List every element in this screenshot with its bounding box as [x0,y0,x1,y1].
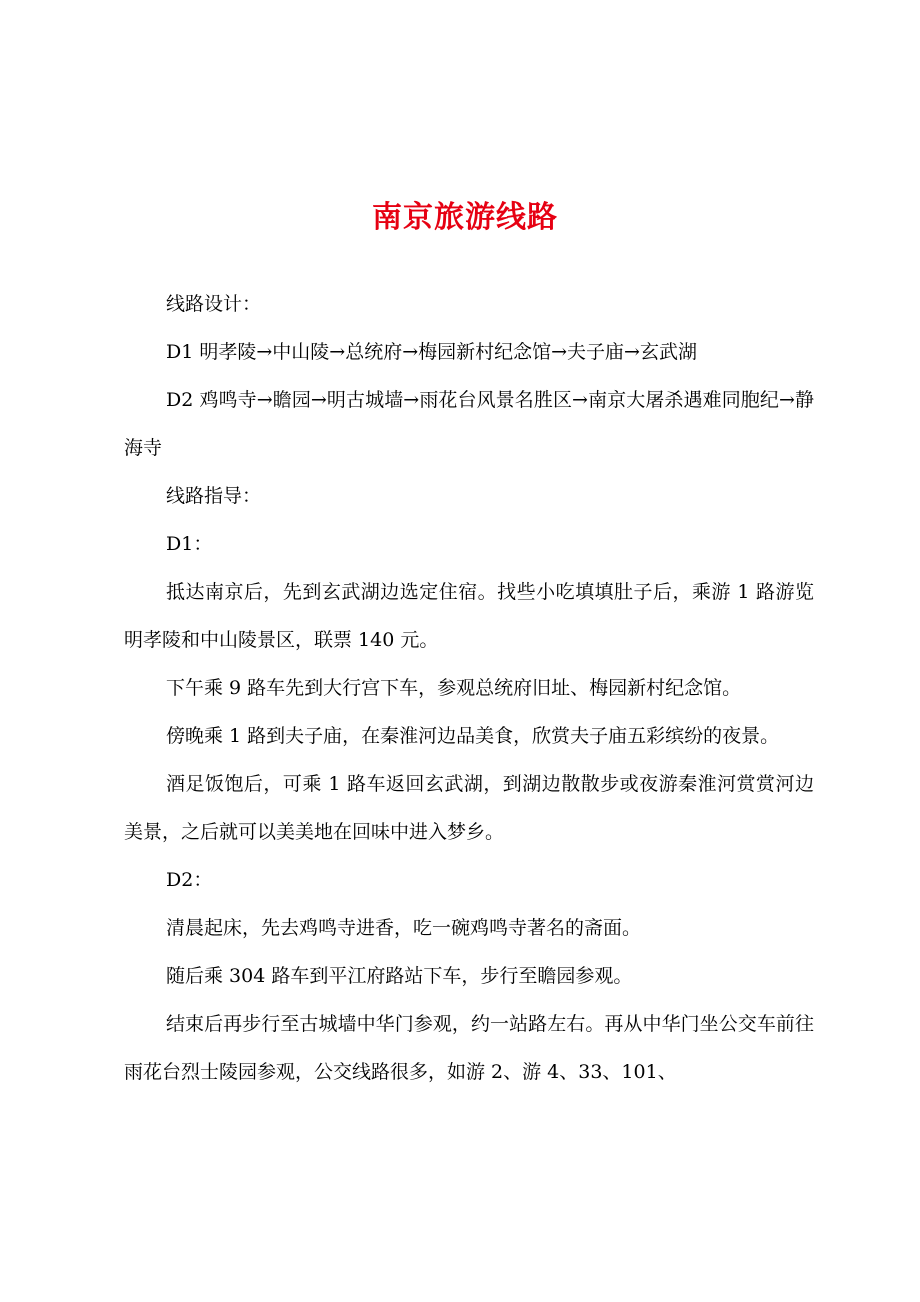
paragraph-day1-arrival: 抵达南京后，先到玄武湖边选定住宿。找些小吃填填肚子后，乘游 1 路游览明孝陵和中山陵景区，联票 140 元。 [124,581,814,651]
paragraph-day2-route: D2 鸡鸣寺→瞻园→明古城墙→雨花台风景名胜区→南京大屠杀遇难同胞纪→静海寺 [124,389,814,459]
paragraph-day1-heading: D1： [166,533,213,555]
paragraph-day1-night: 酒足饭饱后，可乘 1 路车返回玄武湖，到湖边散散步或夜游秦淮河赏赏河边美景，之后就可以美美地在回味中进入梦乡。 [124,773,814,843]
paragraph-day2-morning: 清晨起床，先去鸡鸣寺进香，吃一碗鸡鸣寺著名的斋面。 [166,917,642,939]
paragraph-route-design-heading: 线路设计： [166,293,262,315]
paragraph-day1-evening: 傍晚乘 1 路到夫子庙，在秦淮河边品美食，欣赏夫子庙五彩缤纷的夜景。 [166,725,780,747]
paragraph-day1-route: D1 明孝陵→中山陵→总统府→梅园新村纪念馆→夫子庙→玄武湖 [166,341,697,363]
page-title: 南京旅游线路 [372,200,558,235]
paragraph-day2-heading: D2： [166,869,213,891]
paragraph-route-guide-heading: 线路指导： [166,485,262,507]
document-body [124,280,814,1096]
paragraph-day1-afternoon: 下午乘 9 路车先到大行宫下车，参观总统府旧址、梅园新村纪念馆。 [166,677,742,699]
paragraph-day2-zhanyuan: 随后乘 304 路车到平江府路站下车，步行至瞻园参观。 [166,965,633,987]
paragraph-day2-city-wall: 结束后再步行至古城墙中华门参观，约一站路左右。再从中华门坐公交车前往雨花台烈士陵园参观，公交线路很多，如游 2、游 4、33、101、 [124,1013,814,1083]
